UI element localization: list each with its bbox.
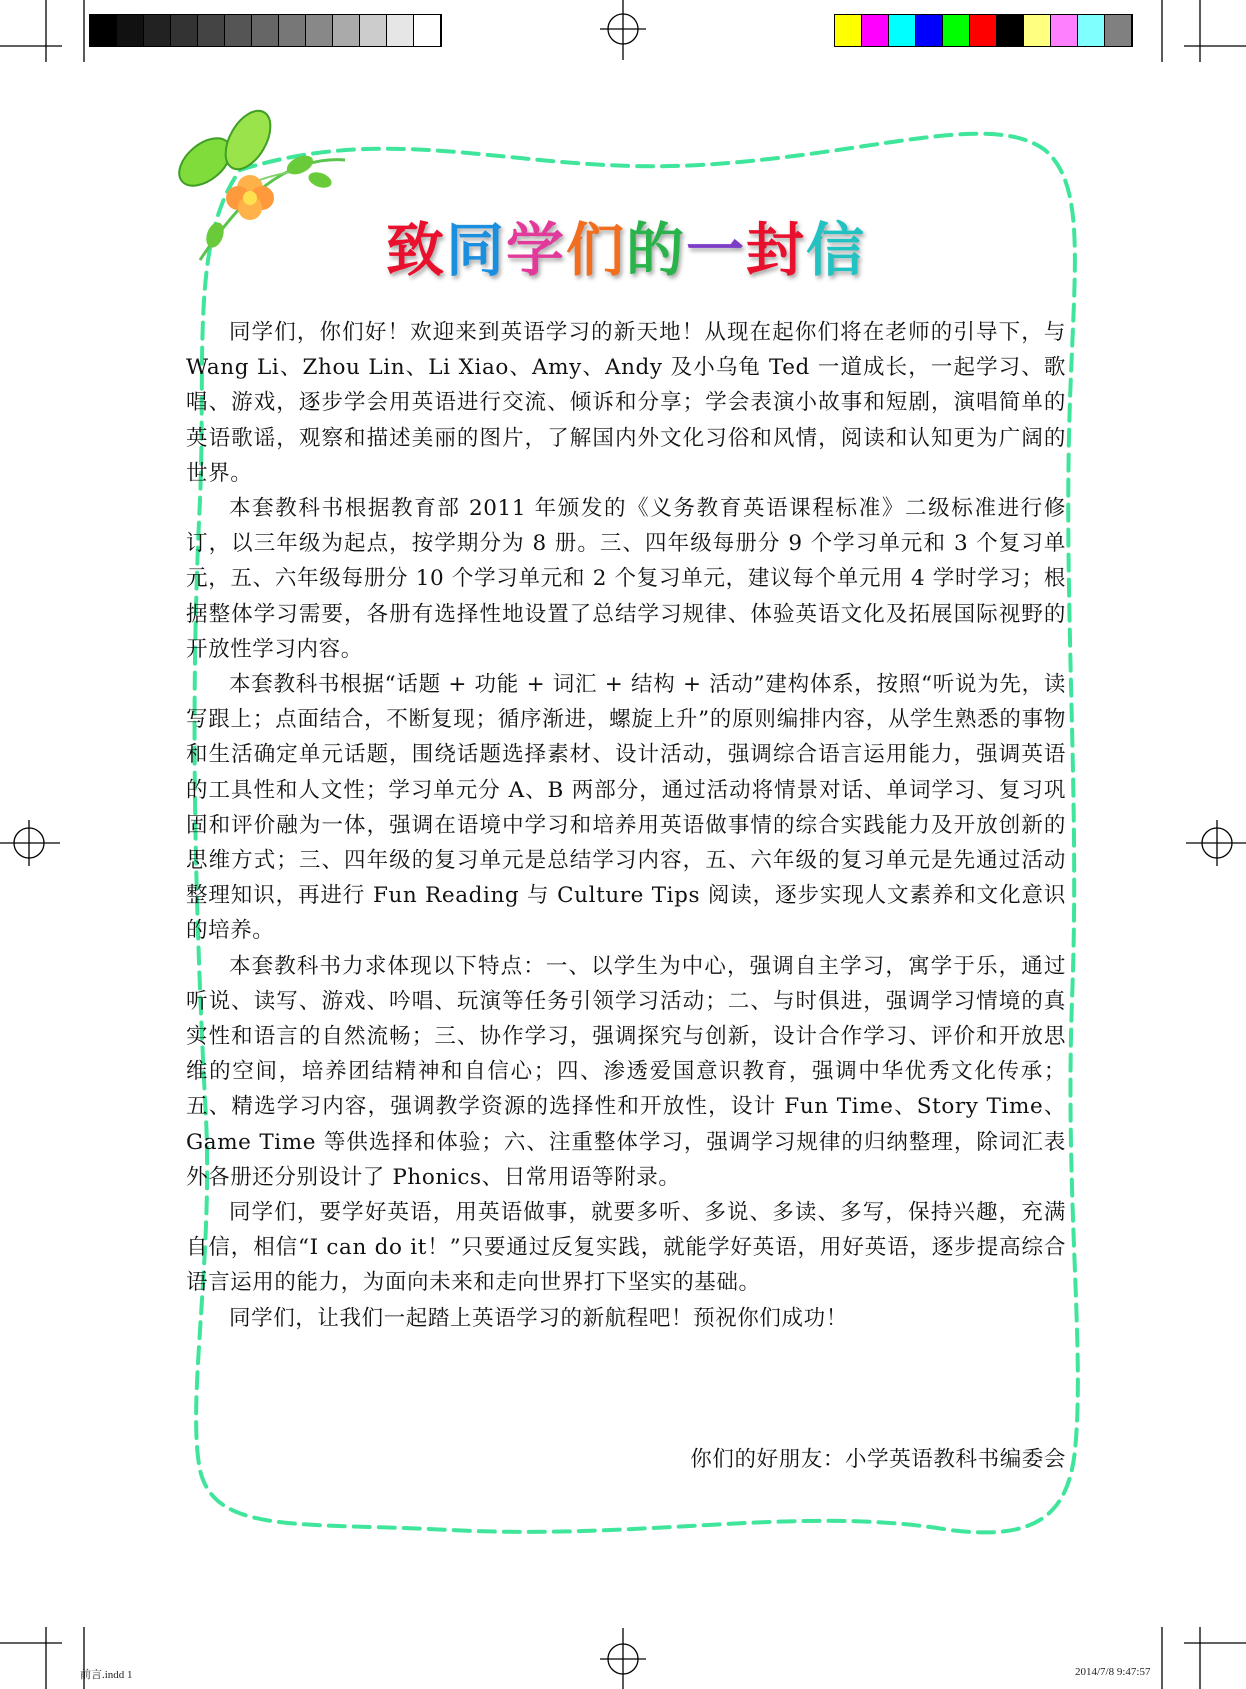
registration-mark-top bbox=[600, 0, 646, 60]
letter-title bbox=[186, 215, 1066, 285]
title-character: 一 bbox=[686, 216, 747, 284]
title-character: 信 bbox=[806, 216, 867, 284]
paragraph-closing: 同学们，让我们一起踏上英语学习的新航程吧！预祝你们成功！ bbox=[229, 1305, 848, 1331]
paragraph-encouragement: 同学们，要学好英语，用英语做事，就要多听、多说、多读、多写，保持兴趣，充满自信，相信“I can do it！”只要通过反复实践，就能学好英语，用好英语，逐步提高综合语言运用的能力，为面向未来和走向世界打下坚实的基础。 bbox=[186, 1200, 1066, 1296]
paragraph-curriculum: 本套教科书根据教育部 2011 年颁发的《义务教育英语课程标准》二级标准进行修订，以三年级为起点，按学期分为 8 册。三、四年级每册分 9 个学习单元和 3 个复习单元，五、六年级每册分 10 个学习单元和 2 个复习单元，建议每个单元用 4 学时学习；根据整体学习需要，各册有选择性地设置了总结学习规律、体验英语文化及拓展国际视野的开放性学习内容。 bbox=[186, 496, 1066, 662]
crop-mark-bottom-left bbox=[0, 1627, 84, 1689]
title-character: 学 bbox=[505, 216, 566, 284]
crop-mark-top-right bbox=[1162, 0, 1246, 62]
paragraph-features: 本套教科书力求体现以下特点：一、以学生为中心，强调自主学习，寓学于乐，通过听说、读写、游戏、吟唱、玩演等任务引领学习活动；二、与时俱进，强调学习情境的真实性和语言的自然流畅；三、协作学习，强调探究与创新，设计合作学习、评价和开放思维的空间，培养团结精神和自信心；四、渗透爱国意识教育，强调中华优秀文化传承；五、精选学习内容，强调教学资源的选择性和开放性，设计 Fun Time、Story Time、Game Time 等供选择和体验；六、注重整体学习，强调学习规律的归纳整理，除词汇表外各册还分别设计了 Phonics、日常用语等附录。 bbox=[186, 953, 1066, 1190]
title-character: 同 bbox=[445, 216, 506, 284]
paragraph-structure: 本套教科书根据“话题 + 功能 + 词汇 + 结构 + 活动”建构体系，按照“听说为先，读写跟上；点面结合，不断复现；循序渐进，螺旋上升”的原则编排内容，从学生熟悉的事物和生活确定单元话题，围绕话题选择素材、设计活动，强调综合语言运用能力，强调英语的工具性和人文性；学习单元分 A、B 两部分，通过活动将情景对话、单词学习、复习巩固和评价融为一体，强调在语境中学习和培养用英语做事情的综合实践能力及开放创新的思维方式；三、四年级的复习单元是总结学习内容，五、六年级的复习单元是先通过活动整理知识，再进行 Fun Reading 与 Culture Tips 阅读，逐步实现人文素养和文化意识的培养。 bbox=[186, 672, 1066, 944]
registration-mark-left bbox=[0, 820, 60, 866]
registration-mark-right bbox=[1186, 820, 1246, 866]
signature: 你们的好朋友：小学英语教科书编委会 bbox=[690, 1447, 1066, 1472]
title-character: 们 bbox=[565, 216, 626, 284]
crop-mark-bottom-right bbox=[1162, 1627, 1246, 1689]
paragraph-greeting: 同学们，你们好！欢迎来到英语学习的新天地！从现在起你们将在老师的引导下，与 Wang Li、Zhou Lin、Li Xiao、Amy、Andy 及小乌龟 Ted 一道成长，一起学习、歌唱、游戏，逐步学会用英语进行交流、倾诉和分享；学会表演小故事和短剧，演唱简单的英语歌谣，观察和描述美丽的图片，了解国内外文化习俗和风情，阅读和认知更为广阔的世界。 bbox=[186, 320, 1066, 486]
title-character: 致 bbox=[385, 216, 446, 284]
slug-filename: 前言.indd 1 bbox=[80, 1669, 133, 1681]
title-character: 的 bbox=[626, 216, 687, 284]
registration-mark-bottom bbox=[600, 1628, 646, 1689]
crop-mark-top-left bbox=[0, 0, 84, 62]
slug-timestamp: 2014/7/8 9:47:57 bbox=[1075, 1666, 1151, 1678]
letter-body bbox=[186, 315, 1066, 1336]
title-character: 封 bbox=[746, 216, 807, 284]
